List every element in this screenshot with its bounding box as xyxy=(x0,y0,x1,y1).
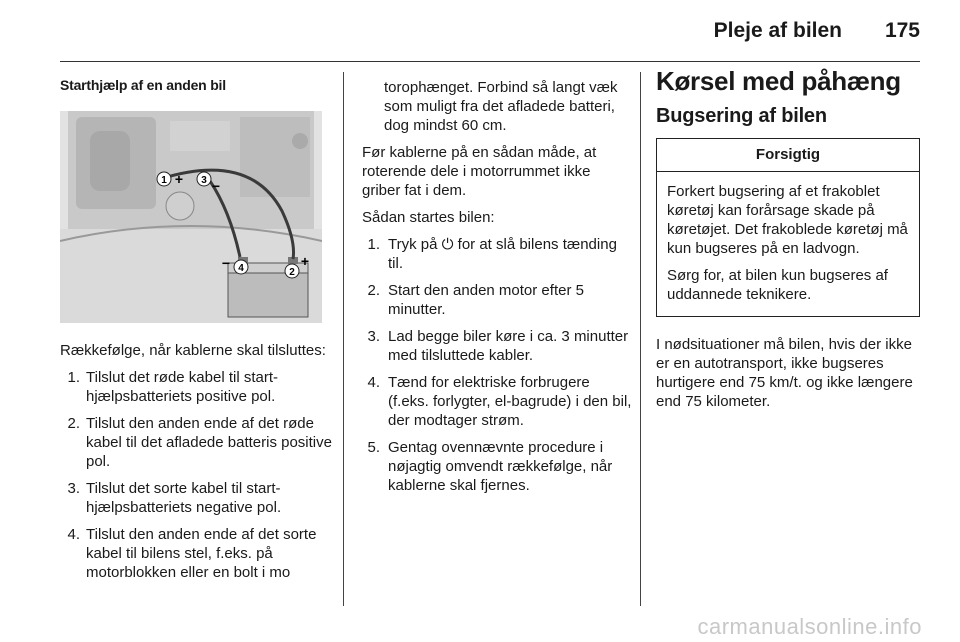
step-number: 2. xyxy=(367,282,380,299)
page-number: 175 xyxy=(884,19,920,42)
step-text: Tilslut det sorte kabel til starthjælpsbatteriets negative pol. xyxy=(86,480,282,516)
figure-label-1: 1 xyxy=(161,175,167,186)
middle-column xyxy=(362,78,632,503)
caution-title: Forsigtig xyxy=(657,139,919,172)
step-number: 3. xyxy=(67,480,80,497)
caution-text: Forkert bugsering af et frakoblet køretøj kan forårsage skade på køretøjet. Det frakoblede køretøj må kun bugseres på en ladvogn. xyxy=(667,183,908,257)
list-item xyxy=(62,368,332,406)
list-item xyxy=(362,327,632,365)
figure-label-4: 4 xyxy=(238,263,244,274)
step-number: 4. xyxy=(367,374,380,391)
step-number: 1. xyxy=(367,236,380,253)
list-item xyxy=(62,479,332,517)
figure-minus-4: − xyxy=(221,255,231,271)
section-title: Starthjælp af en anden bil xyxy=(60,77,226,93)
jump-start-illustration xyxy=(60,111,322,323)
paragraph: Sådan startes bilen: xyxy=(362,209,495,226)
continuation-text: torophænget. Forbind så langt væk som muligt fra det afladede batteri, dog mindst 60 cm. xyxy=(384,79,618,134)
step-number: 3. xyxy=(367,328,380,345)
paragraph: Før kablerne på en sådan måde, at roterende dele i motorrummet ikke griber fat i dem. xyxy=(362,144,597,199)
header-rule xyxy=(60,61,920,62)
step-text: Lad begge biler køre i ca. 3 minutter med tilsluttede kabler. xyxy=(388,328,629,364)
step-number: 5. xyxy=(367,439,380,456)
figure-minus-3: − xyxy=(211,178,221,194)
section-heading: Bugsering af bilen xyxy=(656,105,827,127)
step-text: Tilslut den anden ende af det sorte kabel til bilens stel, f.eks. på motorblokken eller en bolt i mo xyxy=(86,526,317,581)
intro-text: Rækkefølge, når kablerne skal tilsluttes: xyxy=(60,342,326,359)
caution-text: Sørg for, at bilen kun bugseres af uddannede teknikere. xyxy=(667,267,888,303)
caution-box xyxy=(656,138,920,317)
step-number: 2. xyxy=(67,415,80,432)
list-item xyxy=(62,525,332,582)
list-item xyxy=(362,438,632,495)
list-item xyxy=(362,281,632,319)
step-number: 4. xyxy=(67,526,80,543)
figure-plus-1: + xyxy=(174,171,184,187)
list-item xyxy=(62,414,332,471)
chapter-heading: Kørsel med påhæng xyxy=(656,66,901,96)
column-divider-1 xyxy=(343,72,344,606)
jump-start-figure xyxy=(60,111,322,323)
watermark: carmanualsonline.info xyxy=(697,614,922,639)
step-text: Tilslut det røde kabel til starthjælpsbatteriets positive pol. xyxy=(86,369,279,405)
caution-body xyxy=(657,172,919,316)
page-header xyxy=(0,0,960,62)
connect-steps xyxy=(62,368,332,582)
left-column xyxy=(60,76,332,590)
step-text: Start den anden motor efter 5 minutter. xyxy=(388,282,584,318)
column-divider-2 xyxy=(640,72,641,606)
figure-label-3: 3 xyxy=(201,175,207,186)
figure-label-2: 2 xyxy=(289,267,295,278)
list-item xyxy=(362,235,632,273)
step-text: Gentag ovennævnte procedure i nøjagtig omvendt rækkefølge, når kablerne skal fjernes. xyxy=(388,439,613,494)
step-number: 1. xyxy=(67,369,80,386)
step-text: Tryk på ⏻ for at slå bilens tænding til. xyxy=(388,236,617,272)
start-steps xyxy=(362,235,632,495)
paragraph: I nødsituationer må bilen, hvis der ikke er en autotransport, ikke bugseres hurtigere end 75 km/t. og ikke længere end 75 kilometer. xyxy=(656,336,913,410)
step-text: Tænd for elektriske forbrugere (f.eks. forlygter, el-bagrude) i den bil, der modtager strøm. xyxy=(388,374,632,429)
figure-plus-2: + xyxy=(300,253,310,269)
step-text: Tilslut den anden ende af det røde kabel til det afladede batteris positive pol. xyxy=(86,415,332,470)
header-title: Pleje af bilen xyxy=(713,19,842,42)
list-item xyxy=(362,373,632,430)
right-column xyxy=(656,66,920,419)
